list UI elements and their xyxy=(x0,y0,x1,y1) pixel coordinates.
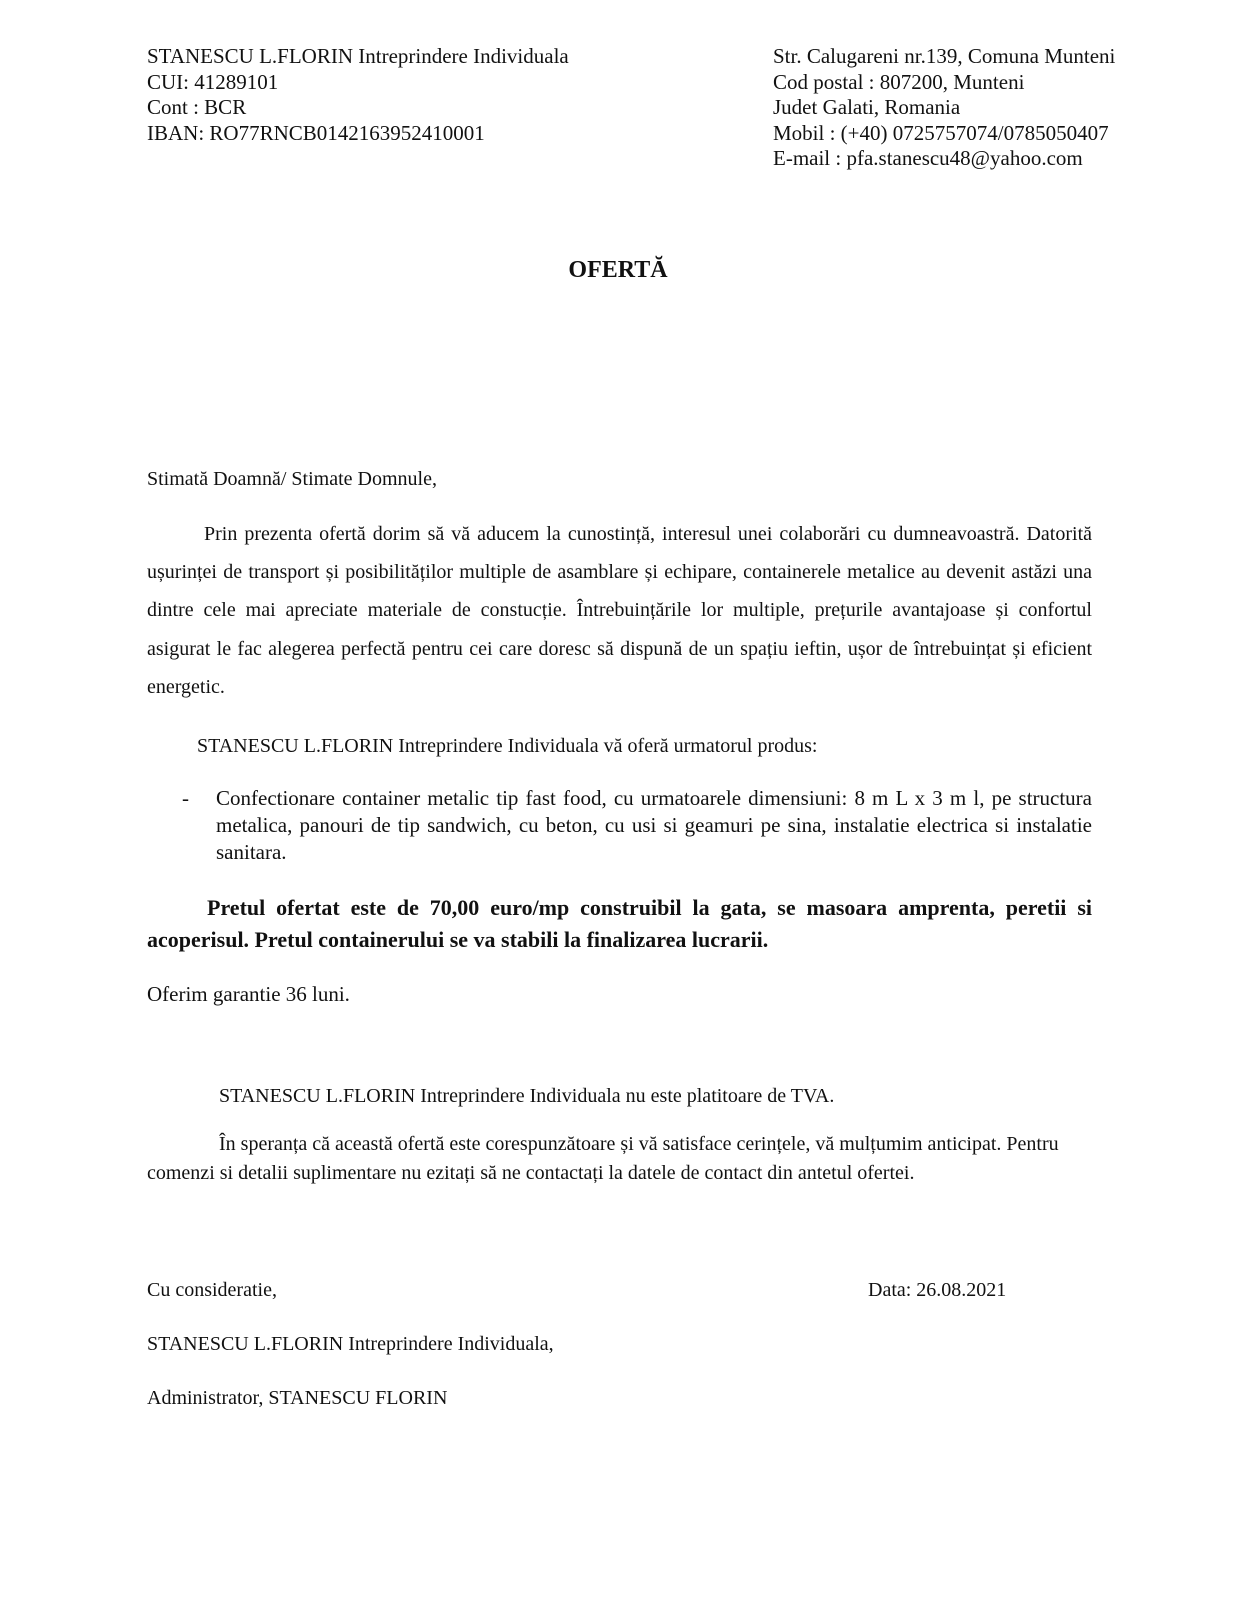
address-county: Judet Galati, Romania xyxy=(773,95,961,119)
sender-bank: Cont : BCR xyxy=(147,95,247,119)
administrator-signature: Administrator, STANESCU FLORIN xyxy=(147,1387,448,1409)
vat-note: STANESCU L.FLORIN Intreprindere Individuala nu este platitoare de TVA. xyxy=(219,1085,835,1107)
sender-company: STANESCU L.FLORIN Intreprindere Individuala xyxy=(147,44,569,68)
company-signature: STANESCU L.FLORIN Intreprindere Individuala, xyxy=(147,1333,554,1355)
price-paragraph: Pretul ofertat este de 70,00 euro/mp construibil la gata, se masoara amprenta, peretii si acoperisul. Pretul containerului se va stabili la finalizarea lucrarii. xyxy=(147,895,1092,952)
salutation: Stimată Doamnă/ Stimate Domnule, xyxy=(147,468,437,490)
sender-iban: IBAN: RO77RNCB0142163952410001 xyxy=(147,120,485,145)
address-postal: Cod postal : 807200, Munteni xyxy=(773,69,1025,94)
regards: Cu consideratie, xyxy=(147,1279,277,1301)
sender-details xyxy=(147,44,569,146)
sender-address xyxy=(773,44,1115,172)
address-phone: Mobil : (+40) 0725757074/0785050407 xyxy=(773,120,1109,145)
warranty-note: Oferim garantie 36 luni. xyxy=(147,982,350,1006)
address-email: E-mail : pfa.stanescu48@yahoo.com xyxy=(773,146,1083,170)
intro-paragraph: Prin prezenta ofertă dorim să vă aducem la cunostință, interesul unei colaborări cu dumneavoastră. Datorită ușurinței de transport și posibilităților multiple de asamblare și echipare, containerele metalice au devenit astăzi una dintre cele mai apreciate materiale de constucție. Întrebuințările lor multiple, prețurile avantajoase și confortul asigurat le fac alegerea perfectă pentru cei care doresc să dispună de un spațiu ieftin, ușor de întrebuințat și eficient energetic. xyxy=(147,523,1092,698)
document-date: Data: 26.08.2021 xyxy=(868,1279,1007,1301)
document-title: OFERTĂ xyxy=(568,257,668,283)
address-street: Str. Calugareni nr.139, Comuna Munteni xyxy=(773,44,1116,68)
closing-paragraph: În speranța că această ofertă este corespunzătoare și vă satisface cerințele, vă mulțumim anticipat. Pentru comenzi si detalii suplimentare nu ezitați să ne contactați la datele de contact din antetul ofertei. xyxy=(147,1133,1059,1184)
product-description: Confectionare container metalic tip fast food, cu urmatoarele dimensiuni: 8 m L x 3 m l, pe structura metalica, panouri de tip sandwich, cu beton, cu usi si geamuri pe sina, instalatie electrica si instalatie sanitara. xyxy=(216,786,1092,864)
sender-cui: CUI: 41289101 xyxy=(147,69,279,94)
bullet-dash: - xyxy=(182,786,189,810)
offer-line: STANESCU L.FLORIN Intreprindere Individuala vă oferă urmatorul produs: xyxy=(197,735,818,757)
